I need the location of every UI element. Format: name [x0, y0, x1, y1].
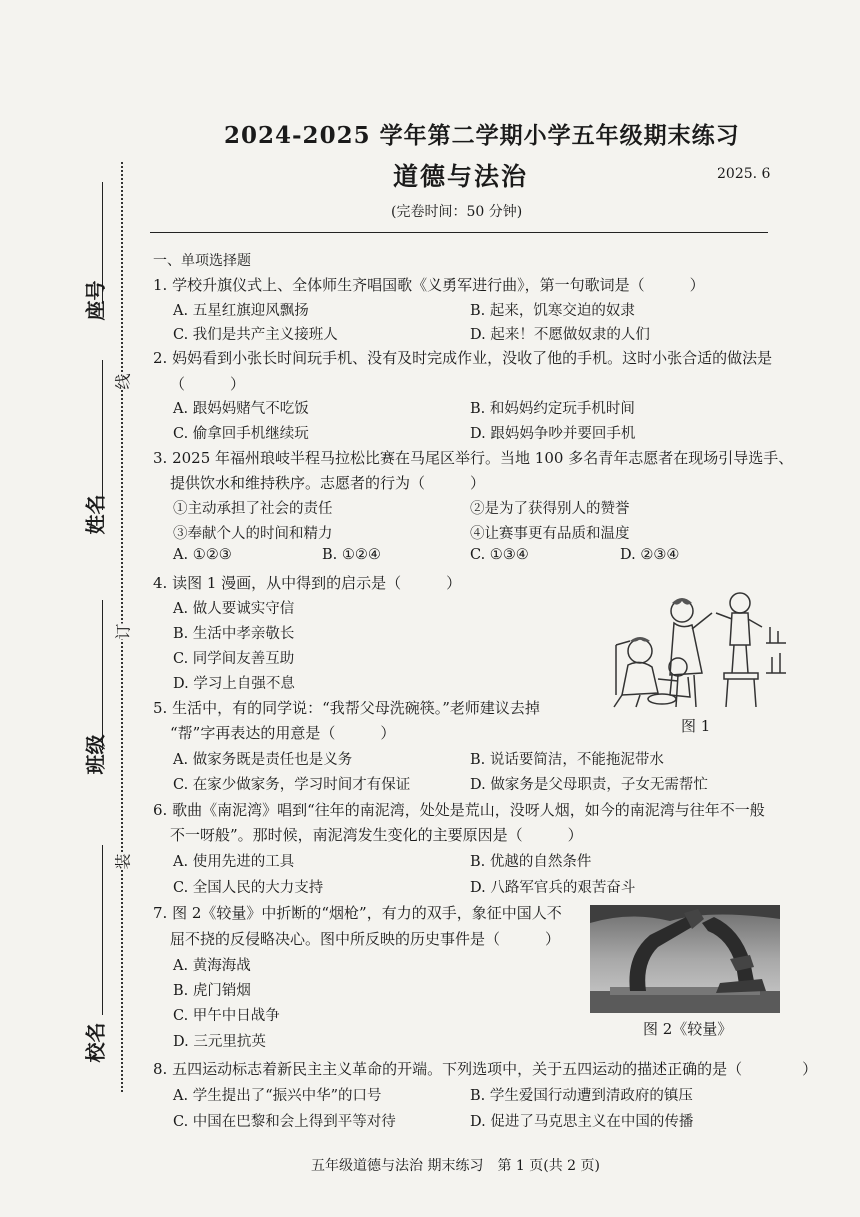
statement-2: ②是为了获得别人的赞誉: [470, 501, 630, 517]
bind-word-binding: 装: [109, 853, 136, 869]
exam-date: 2025. 6: [717, 166, 771, 182]
statement-3: ③奉献个人的时间和精力: [173, 526, 333, 542]
option-a[interactable]: A. 做家务既是责任也是义务: [173, 752, 353, 768]
option-b[interactable]: B. 和妈妈约定玩手机时间: [470, 401, 635, 417]
option-c[interactable]: C. 中国在巴黎和会上得到平等对待: [173, 1114, 396, 1130]
option-a[interactable]: A. 使用先进的工具: [173, 854, 295, 870]
question-stem: 1. 学校升旗仪式上、全体师生齐唱国歌《义勇军进行曲》，第一句歌词是（ ）: [153, 276, 705, 294]
option-d[interactable]: D. 三元里抗英: [173, 1034, 266, 1050]
class-line[interactable]: [102, 600, 103, 750]
class-label: 班级: [83, 734, 108, 775]
exam-title: 2024-2025 学年第二学期小学五年级期末练习: [224, 122, 740, 149]
subject-title: 道德与法治: [393, 162, 529, 191]
seat-number-label: 座号: [83, 280, 108, 321]
option-b[interactable]: B. ①②④: [322, 547, 381, 563]
option-d[interactable]: D. 八路军官兵的艰苦奋斗: [470, 880, 636, 896]
question-stem: 4. 读图 1 漫画，从中得到的启示是（ ）: [153, 574, 462, 592]
option-c[interactable]: C. 全国人民的大力支持: [173, 880, 324, 896]
option-b[interactable]: B. 优越的自然条件: [470, 854, 592, 870]
statement-4: ④让赛事更有品质和温度: [470, 526, 630, 542]
figure-2-caption: 图 2《较量》: [643, 1020, 733, 1038]
option-a[interactable]: A. 做人要诚实守信: [173, 601, 295, 617]
question-stem: 3. 2025 年福州琅岐半程马拉松比赛在马尾区举行。当地 100 多名青年志愿者在现场引导选手、: [153, 449, 794, 467]
option-b[interactable]: B. 生活中孝亲敬长: [173, 626, 295, 642]
figure-2-photo: [590, 905, 780, 1013]
bind-word-line: 线: [109, 373, 136, 389]
option-a[interactable]: A. 学生提出了“振兴中华”的口号: [173, 1088, 382, 1104]
question-stem: 6. 歌曲《南泥湾》唱到“往年的南泥湾，处处是荒山，没呀人烟，如今的南泥湾与往年不一般: [153, 801, 765, 819]
page-footer: 五年级道德与法治 期末练习 第 1 页(共 2 页): [311, 1158, 600, 1174]
option-d[interactable]: D. 做家务是父母职责，子女无需帮忙: [470, 777, 708, 793]
comic-illustration: [600, 583, 786, 711]
option-a[interactable]: A. 五星红旗迎风飘扬: [173, 303, 309, 319]
option-b[interactable]: B. 起来，饥寒交迫的奴隶: [470, 303, 635, 319]
time-note: (完卷时间：50 分钟): [391, 204, 523, 220]
question-stem-cont: 不一呀般”。那时候，南泥湾发生变化的主要原因是（ ）: [170, 826, 583, 844]
option-b[interactable]: B. 虎门销烟: [173, 983, 251, 999]
question-stem-cont: （ ）: [170, 375, 246, 393]
school-label: 校名: [83, 1022, 108, 1063]
figure-1-comic: [600, 583, 786, 711]
question-stem: 5. 生活中，有的同学说：“我帮父母洗碗筷。”老师建议去掉: [153, 699, 540, 717]
option-b[interactable]: B. 说话要简洁，不能拖泥带水: [470, 752, 664, 768]
option-d[interactable]: D. 跟妈妈争吵并要回手机: [470, 426, 636, 442]
school-line[interactable]: [102, 845, 103, 1015]
question-stem-cont: 提供饮水和维持秩序。志愿者的行为（ ）: [170, 474, 486, 492]
option-d[interactable]: D. 学习上自强不息: [173, 676, 295, 692]
question-stem: 2. 妈妈看到小张长时间玩手机、没有及时完成作业，没收了他的手机。这时小张合适的做法是: [153, 349, 773, 367]
option-c[interactable]: C. 在家少做家务，学习时间才有保证: [173, 777, 411, 793]
name-label: 姓名: [83, 494, 108, 535]
section-title: 一、单项选择题: [153, 253, 251, 269]
bind-word-staple: 订: [109, 623, 136, 639]
option-d[interactable]: D. 促进了马克思主义在中国的传播: [470, 1114, 694, 1130]
option-a[interactable]: A. ①②③: [173, 547, 232, 563]
option-c[interactable]: C. 偷拿回手机继续玩: [173, 426, 309, 442]
option-a[interactable]: A. 黄海海战: [173, 958, 251, 974]
option-d[interactable]: D. ②③④: [620, 547, 680, 563]
question-stem-cont: 屈不挠的反侵略决心。图中所反映的历史事件是（ ）: [170, 930, 561, 948]
question-stem: 7. 图 2《较量》中折断的“烟枪”，有力的双手，象征中国人不: [153, 904, 562, 922]
header-rule: [150, 232, 768, 233]
question-stem: 8. 五四运动标志着新民主主义革命的开端。下列选项中，关于五四运动的描述正确的是（ ）: [153, 1060, 818, 1078]
option-a[interactable]: A. 跟妈妈赌气不吃饭: [173, 401, 309, 417]
option-d[interactable]: D. 起来！不愿做奴隶的人们: [470, 327, 650, 343]
option-c[interactable]: C. 我们是共产主义接班人: [173, 327, 338, 343]
sculpture-illustration: [590, 905, 780, 1013]
question-stem-cont: “帮”字再表达的用意是（ ）: [170, 724, 396, 742]
option-c[interactable]: C. 甲午中日战争: [173, 1008, 280, 1024]
option-c[interactable]: C. 同学间友善互助: [173, 651, 295, 667]
option-c[interactable]: C. ①③④: [470, 547, 529, 563]
figure-1-caption: 图 1: [681, 717, 711, 735]
statement-1: ①主动承担了社会的责任: [173, 501, 333, 517]
option-b[interactable]: B. 学生爱国行动遭到清政府的镇压: [470, 1088, 693, 1104]
name-line[interactable]: [102, 360, 103, 510]
